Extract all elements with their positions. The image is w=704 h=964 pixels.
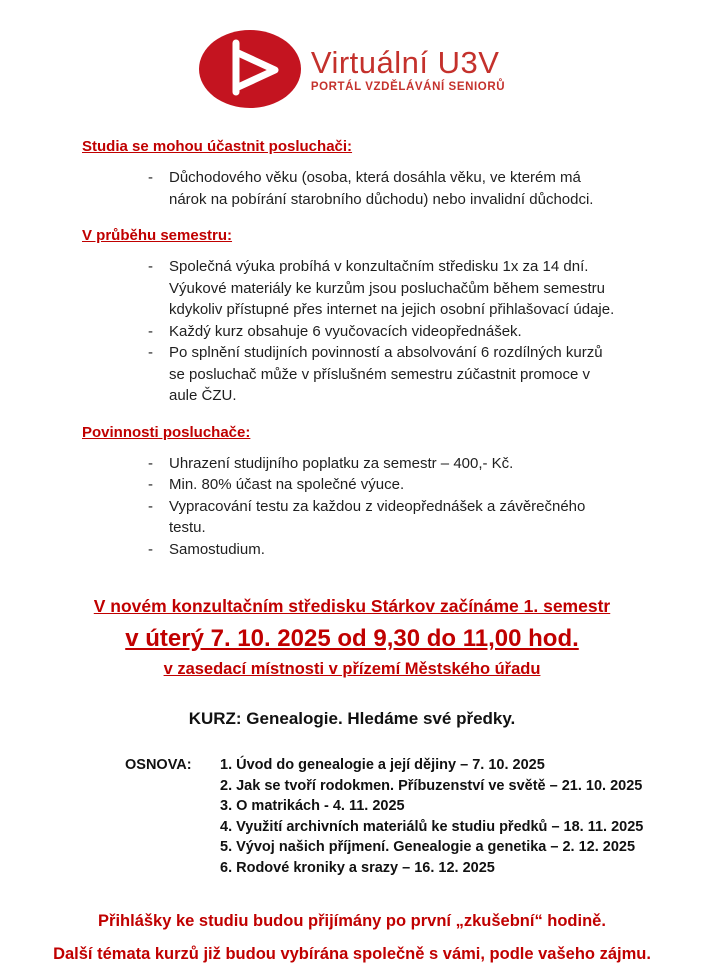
bullet-dash: -	[148, 258, 153, 275]
bullet-text: Uhrazení studijního poplatku za semestr – 400,- Kč.	[169, 454, 514, 472]
logo-subtitle: PORTÁL VZDĚLÁVÁNÍ SENIORŮ	[310, 80, 506, 93]
list-item	[148, 321, 622, 343]
bullet-text: Min. 80% účast na společné výuce.	[169, 476, 405, 493]
bullet-list	[82, 167, 622, 210]
syllabus-item: 3. O matrikách - 4. 11. 2025	[220, 798, 405, 814]
footer-notes	[0, 912, 704, 964]
announcement-line-2: v úterý 7. 10. 2025 od 9,30 do 11,00 hod.	[125, 625, 579, 652]
bullet-text: Po splnění studijních povinností a absolvování 6 rozdílných kurzů se posluchač může v příslušném semestru zúčastnit promoce v aule ČZU.	[169, 344, 603, 404]
section-heading: Studia se mohou účastnit posluchači:	[82, 138, 353, 155]
course-title: KURZ: Genealogie. Hledáme své předky.	[188, 709, 516, 728]
announcement-line-1: V novém konzultačním středisku Stárkov začínáme 1. semestr	[93, 596, 611, 616]
list-item	[148, 539, 622, 561]
logo	[0, 0, 704, 108]
syllabus-item: 4. Využití archivních materiálů ke studiu předků – 18. 11. 2025	[220, 818, 644, 835]
list-item	[148, 453, 622, 475]
syllabus-list	[220, 755, 643, 878]
syllabus-item: 2. Jak se tvoří rodokmen. Příbuzenství ve světě – 21. 10. 2025	[220, 777, 643, 794]
footer-note-2: Další témata kurzů již budou vybírána společně s vámi, podle vašeho zájmu.	[53, 945, 651, 963]
list-item	[148, 474, 622, 496]
bullet-text: Samostudium.	[169, 540, 265, 558]
bullet-dash: -	[148, 540, 153, 558]
play-button-icon	[199, 30, 301, 108]
bullet-list	[82, 256, 622, 407]
bullet-text: Každý kurz obsahuje 6 vyučovacích videopřednášek.	[169, 322, 522, 340]
section-heading: V průběhu semestru:	[82, 227, 233, 244]
bullet-dash: -	[148, 322, 153, 340]
syllabus-item: 5. Vývoj našich příjmení. Genealogie a genetika – 2. 12. 2025	[220, 839, 636, 855]
syllabus-item: 1. Úvod do genealogie a její dějiny – 7. 10. 2025	[220, 757, 545, 773]
list-item	[148, 167, 622, 210]
list-item	[148, 256, 622, 321]
bullet-list	[82, 453, 622, 561]
section-heading: Povinnosti posluchače:	[82, 423, 251, 441]
section-semester	[82, 227, 622, 407]
syllabus	[125, 755, 704, 878]
footer-note-1: Přihlášky ke studiu budou přijímány po první „zkušební“ hodině.	[98, 912, 606, 930]
bullet-text: Důchodového věku (osoba, která dosáhla věku, ve kterém má nárok na pobírání starobního důchodu) nebo invalidní důchodci.	[169, 169, 594, 208]
logo-text-block	[311, 46, 505, 93]
bullet-dash: -	[148, 344, 153, 361]
announcement-line-3: v zasedací místnosti v přízemí Městského úřadu	[163, 660, 541, 678]
bullet-dash: -	[148, 169, 153, 186]
bullet-text: Společná výuka probíhá v konzultačním středisku 1x za 14 dní. Výukové materiály ke kurzům jsou posluchačům během semestru kdykoliv přístupné přes internet na jejich osobní přihlašovací údaje.	[169, 258, 615, 318]
bullet-dash: -	[148, 454, 153, 472]
list-item	[148, 342, 622, 407]
syllabus-label: OSNOVA:	[125, 757, 192, 773]
bullet-text: Vypracování testu za každou z videopřednášek a závěrečného testu.	[169, 497, 586, 536]
logo-title: Virtuální U3V	[310, 44, 500, 80]
bullet-dash: -	[148, 476, 153, 493]
section-participants	[82, 138, 622, 210]
document-body	[0, 138, 704, 729]
syllabus-item: 6. Rodové kroniky a srazy – 16. 12. 2025	[220, 859, 495, 876]
list-item	[148, 496, 622, 539]
section-duties	[82, 424, 622, 561]
bullet-dash: -	[148, 497, 153, 515]
announcement	[82, 596, 622, 679]
